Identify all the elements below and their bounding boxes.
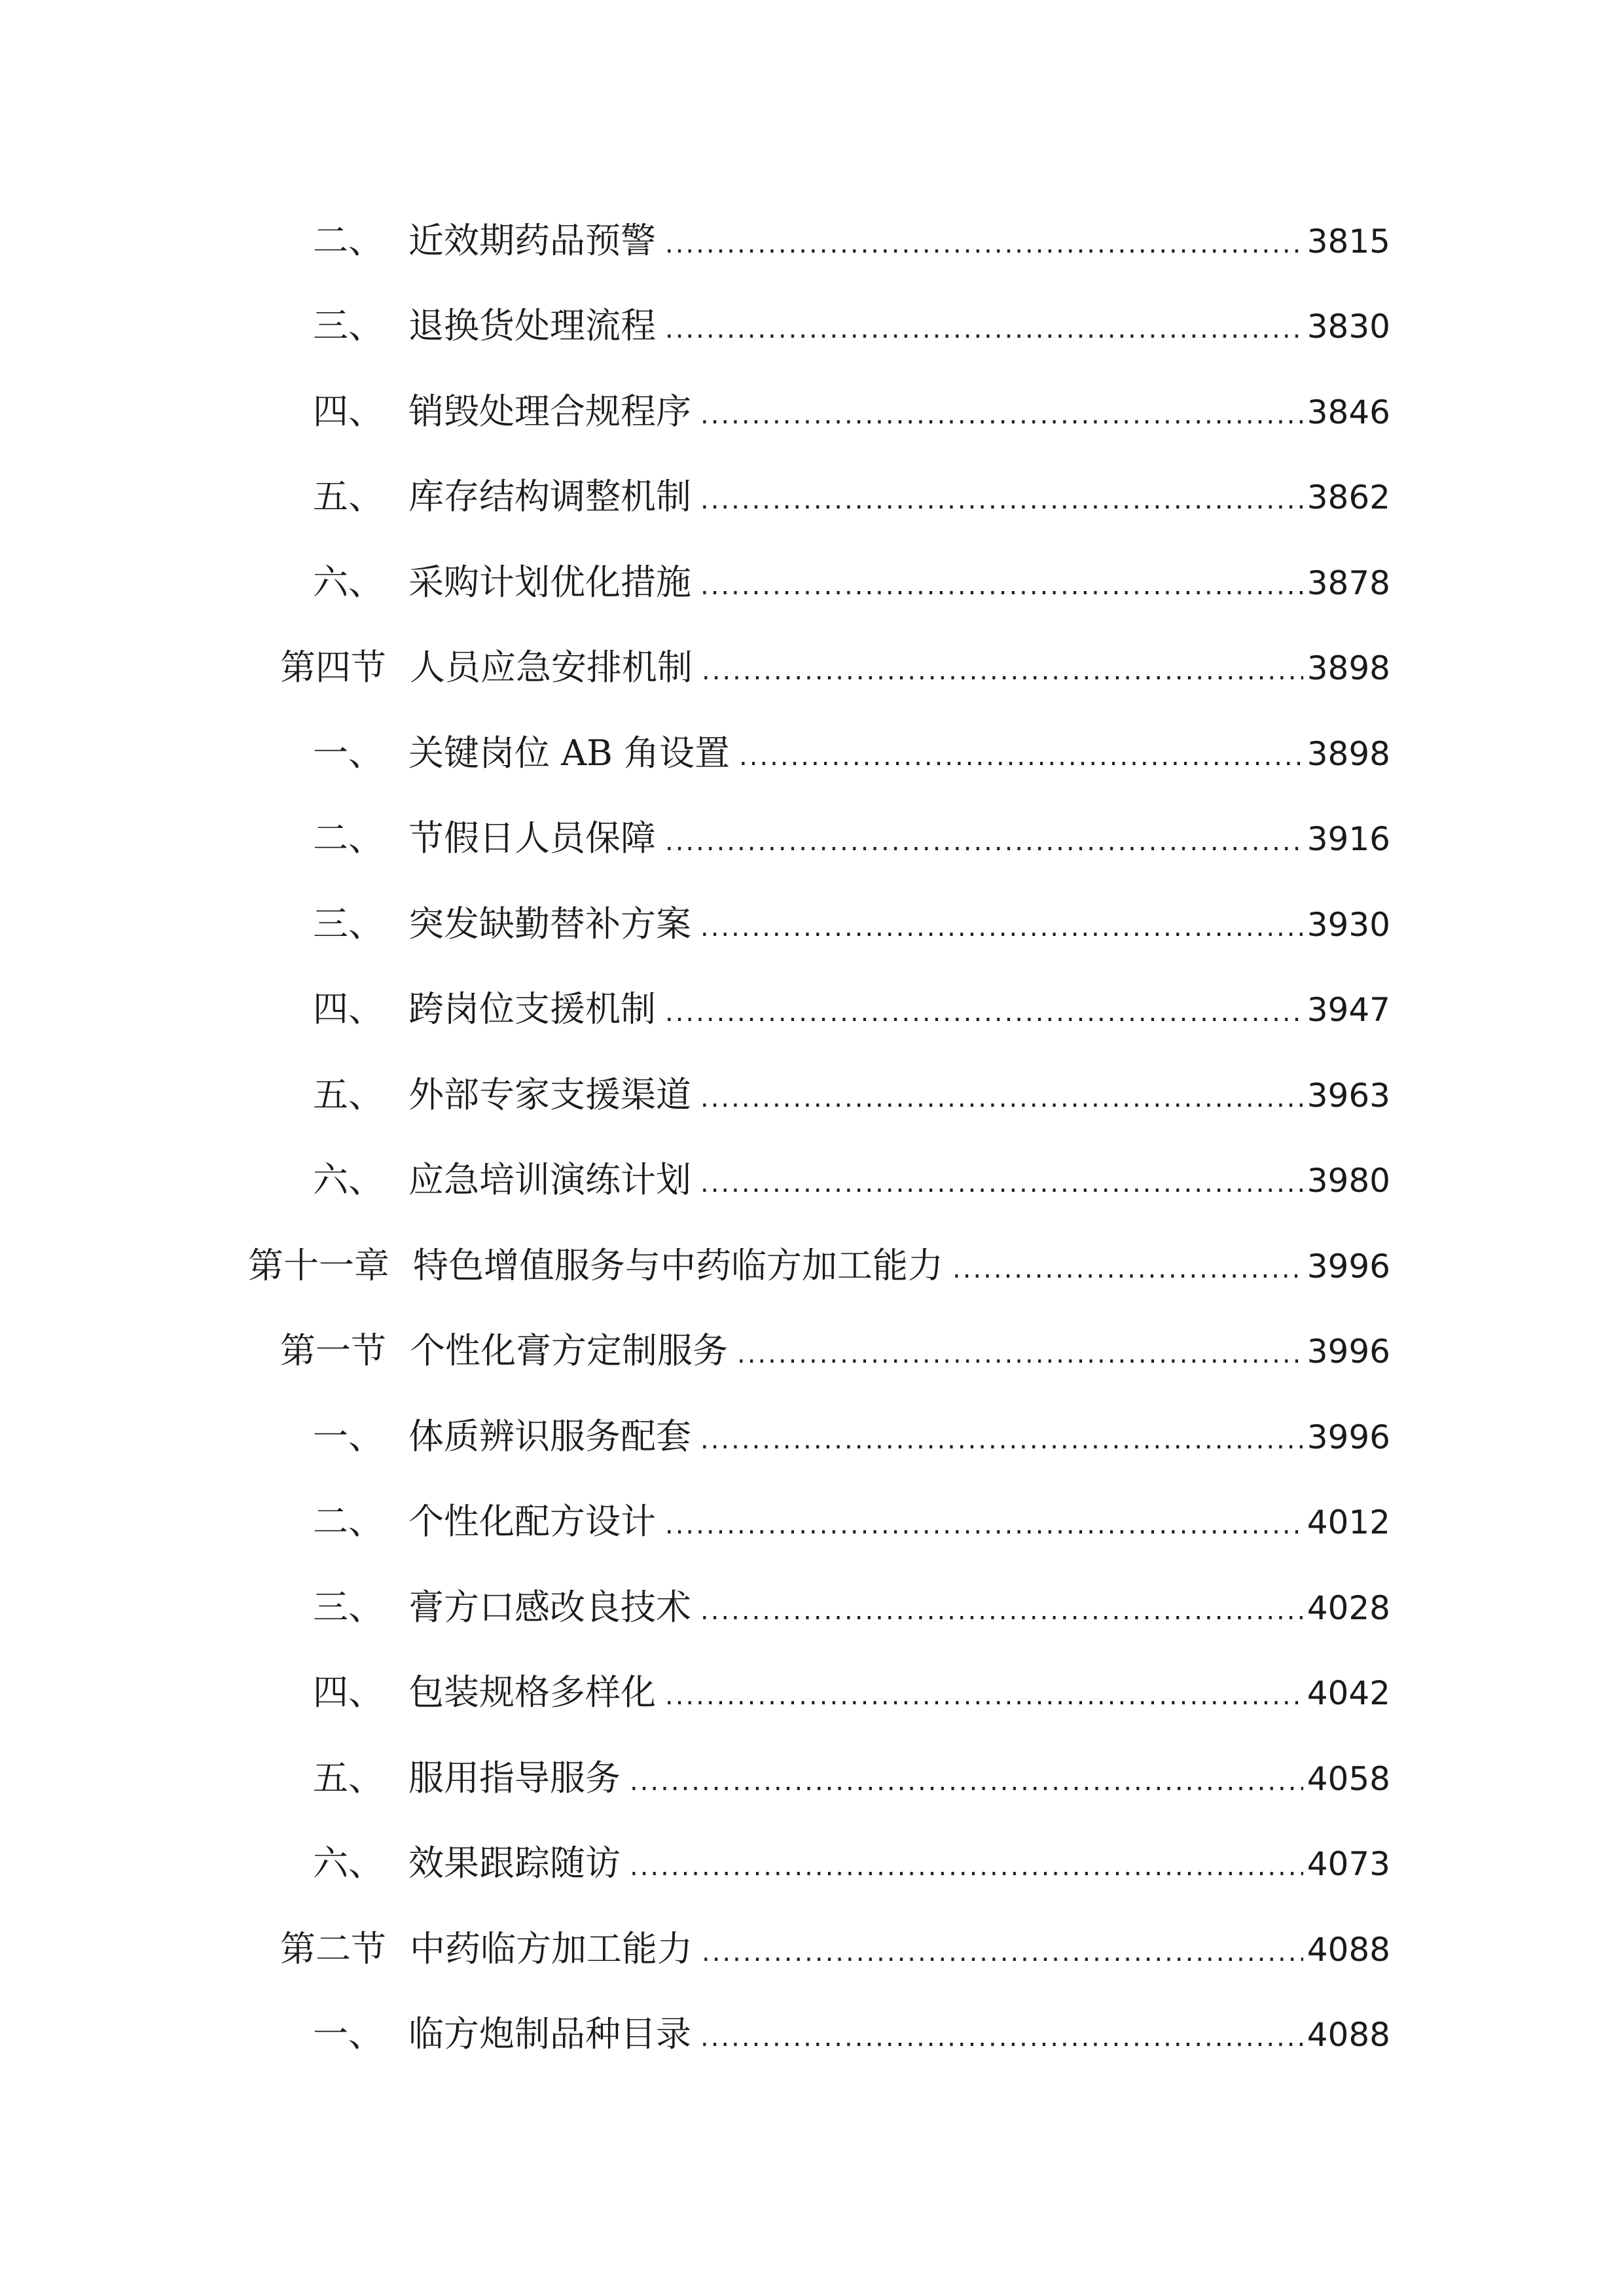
toc-entry-title: 包装规格多样化 (408, 1672, 656, 1713)
toc-entry-title: 特色增值服务与中药临方加工能力 (413, 1245, 943, 1286)
dot-leader (737, 1328, 1303, 1380)
toc-entry-number: 三、 (313, 305, 384, 346)
toc-entry-page: 3980 (1307, 1162, 1390, 1200)
toc-chapter-entry[interactable] (248, 1240, 1390, 1292)
toc-entry-title: 库存结构调整机制 (408, 476, 691, 517)
toc-entry-page: 4088 (1307, 1931, 1390, 1969)
toc-entry[interactable] (313, 812, 1390, 865)
dot-leader (952, 1243, 1303, 1295)
toc-entry[interactable] (313, 898, 1390, 950)
toc-entry[interactable] (313, 215, 1390, 267)
toc-entry-title: 突发缺勤替补方案 (408, 903, 691, 944)
dot-leader (630, 1755, 1303, 1808)
toc-entry-title: 个性化膏方定制服务 (410, 1330, 728, 1371)
dot-leader (700, 2011, 1303, 2064)
toc-entry-page: 4042 (1307, 1674, 1390, 1712)
dot-leader (665, 218, 1303, 270)
toc-entry-number: 第十一章 (248, 1245, 389, 1286)
dot-leader (665, 1499, 1303, 1551)
toc-entry-title: 近效期药品预警 (408, 220, 656, 261)
dot-leader (700, 1157, 1303, 1210)
toc-entry-number: 六、 (313, 1159, 384, 1200)
toc-entry-number: 第一节 (280, 1330, 386, 1371)
dot-leader (630, 1840, 1303, 1893)
toc-entry-title: 销毁处理合规程序 (408, 391, 691, 432)
dot-leader (665, 986, 1303, 1039)
dot-leader (700, 474, 1303, 526)
toc-entry-page: 4012 (1307, 1503, 1390, 1541)
toc-entry-number: 二、 (313, 220, 384, 261)
toc-entry-number: 三、 (313, 1587, 384, 1628)
toc-entry[interactable] (313, 1752, 1390, 1804)
toc-entry[interactable] (313, 2008, 1390, 2060)
toc-entry-number: 一、 (313, 732, 384, 774)
toc-entry-number: 一、 (313, 1416, 384, 1457)
toc-entry-page: 4058 (1307, 1760, 1390, 1798)
toc-section-entry[interactable] (280, 641, 1390, 694)
toc-entry-number: 第二节 (280, 1928, 386, 1969)
toc-entry-page: 3996 (1307, 1333, 1390, 1371)
toc-entry[interactable] (313, 1496, 1390, 1548)
toc-section-entry[interactable] (280, 1923, 1390, 1975)
toc-entry-page: 3963 (1307, 1077, 1390, 1115)
toc-entry-page: 3830 (1307, 308, 1390, 346)
toc-entry[interactable] (313, 300, 1390, 352)
toc-entry-title: 外部专家支援渠道 (408, 1074, 691, 1115)
toc-entry[interactable] (313, 1154, 1390, 1206)
toc-entry-title: 采购计划优化措施 (408, 562, 691, 603)
dot-leader (702, 1926, 1303, 1979)
toc-entry[interactable] (313, 727, 1390, 780)
toc-entry-title: 应急培训演练计划 (408, 1159, 691, 1200)
toc-entry-title: 节假日人员保障 (408, 817, 656, 859)
toc-entry-number: 五、 (313, 1757, 384, 1799)
toc-entry[interactable] (313, 1837, 1390, 1890)
toc-entry[interactable] (313, 1666, 1390, 1719)
toc-entry-number: 三、 (313, 903, 384, 944)
toc-entry[interactable] (313, 1581, 1390, 1634)
toc-entry-title: 中药临方加工能力 (410, 1928, 693, 1969)
toc-entry[interactable] (313, 471, 1390, 523)
toc-entry[interactable] (313, 1410, 1390, 1463)
dot-leader (702, 645, 1303, 697)
dot-leader (665, 303, 1303, 355)
toc-entry-number: 六、 (313, 562, 384, 603)
toc-entry[interactable] (313, 1069, 1390, 1121)
dot-leader (700, 1072, 1303, 1124)
toc-entry-number: 五、 (313, 476, 384, 517)
toc-entry-page: 3996 (1307, 1418, 1390, 1456)
dot-leader (700, 560, 1303, 612)
dot-leader (700, 901, 1303, 954)
toc-entry-page: 3947 (1307, 991, 1390, 1029)
toc-entry-page: 3846 (1307, 393, 1390, 431)
toc-entry[interactable] (313, 983, 1390, 1035)
toc-entry-title: 人员应急安排机制 (410, 647, 693, 688)
dot-leader (739, 730, 1303, 783)
toc-entry-page: 3878 (1307, 564, 1390, 602)
toc-entry-page: 3996 (1307, 1247, 1390, 1285)
toc-entry-title: 关键岗位 AB 角设置 (408, 732, 731, 774)
toc-entry-page: 4088 (1307, 2016, 1390, 2054)
toc-entry-page: 4028 (1307, 1589, 1390, 1627)
toc-entry-number: 一、 (313, 2013, 384, 2054)
toc-entry-page: 3916 (1307, 820, 1390, 858)
toc-entry-title: 效果跟踪随访 (408, 1842, 621, 1884)
dot-leader (700, 1585, 1303, 1637)
toc-entry-title: 个性化配方设计 (408, 1501, 656, 1542)
toc-entry-title: 退换货处理流程 (408, 305, 656, 346)
toc-entry-number: 六、 (313, 1842, 384, 1884)
toc-entry-page: 4073 (1307, 1845, 1390, 1883)
toc-entry-page: 3862 (1307, 478, 1390, 516)
dot-leader (665, 816, 1303, 868)
toc-entry-title: 服用指导服务 (408, 1757, 621, 1799)
toc-entry-number: 第四节 (280, 647, 386, 688)
toc-entry-number: 四、 (313, 391, 384, 432)
toc-entry-page: 3815 (1307, 223, 1390, 260)
toc-entry-page: 3930 (1307, 906, 1390, 944)
toc-entry-number: 二、 (313, 817, 384, 859)
toc-section-entry[interactable] (280, 1325, 1390, 1377)
toc-entry-number: 四、 (313, 1672, 384, 1713)
toc-entry[interactable] (313, 386, 1390, 438)
toc-entry-title: 临方炮制品种目录 (408, 2013, 691, 2054)
dot-leader (665, 1670, 1303, 1722)
dot-leader (700, 389, 1303, 441)
toc-entry-number: 四、 (313, 988, 384, 1030)
toc-entry-number: 二、 (313, 1501, 384, 1542)
toc-entry-title: 体质辨识服务配套 (408, 1416, 691, 1457)
toc-entry[interactable] (313, 556, 1390, 609)
toc-entry-number: 五、 (313, 1074, 384, 1115)
toc-entry-page: 3898 (1307, 735, 1390, 773)
dot-leader (700, 1414, 1303, 1466)
toc-entry-title: 跨岗位支援机制 (408, 988, 656, 1030)
toc-entry-title: 膏方口感改良技术 (408, 1587, 691, 1628)
toc-entry-page: 3898 (1307, 649, 1390, 687)
